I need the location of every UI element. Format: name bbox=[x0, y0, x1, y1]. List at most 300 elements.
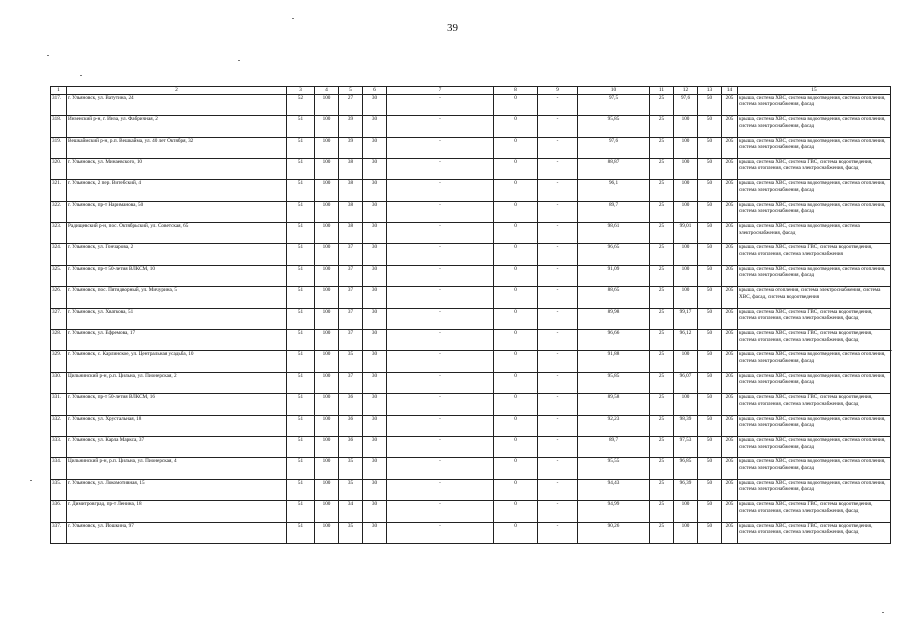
value-cell: 97,6 bbox=[578, 137, 650, 158]
value-cell: 51 bbox=[287, 265, 315, 286]
value-cell: - bbox=[387, 244, 494, 265]
value-cell: 37 bbox=[339, 244, 363, 265]
column-number: 12 bbox=[674, 87, 698, 95]
row-number: 335. bbox=[51, 479, 67, 500]
value-cell: 0 bbox=[494, 137, 538, 158]
column-number: 3 bbox=[287, 87, 315, 95]
value-cell: 100 bbox=[315, 458, 339, 479]
value-cell: 205 bbox=[722, 437, 738, 458]
address-cell: Цильнинский р-н, р.п. Цильна, ул. Пионерская, 2 bbox=[67, 372, 287, 393]
value-cell: 99,17 bbox=[674, 308, 698, 329]
row-number: 317. bbox=[51, 94, 67, 115]
table-row bbox=[51, 522, 891, 543]
scan-speck bbox=[80, 75, 82, 76]
value-cell: 0 bbox=[494, 265, 538, 286]
value-cell: 50 bbox=[698, 458, 722, 479]
row-number: 326. bbox=[51, 287, 67, 308]
value-cell: 99,01 bbox=[674, 223, 698, 244]
value-cell: 51 bbox=[287, 372, 315, 393]
value-cell: 25 bbox=[650, 522, 674, 543]
row-number: 329. bbox=[51, 351, 67, 372]
value-cell: 30 bbox=[363, 479, 387, 500]
value-cell: 96,1 bbox=[578, 180, 650, 201]
value-cell: 50 bbox=[698, 244, 722, 265]
value-cell: 25 bbox=[650, 201, 674, 222]
row-number: 327. bbox=[51, 308, 67, 329]
value-cell: 100 bbox=[674, 244, 698, 265]
value-cell: 92,23 bbox=[578, 415, 650, 436]
value-cell: 25 bbox=[650, 372, 674, 393]
value-cell: 50 bbox=[698, 351, 722, 372]
value-cell: 36 bbox=[339, 437, 363, 458]
value-cell: 205 bbox=[722, 501, 738, 522]
row-number: 321. bbox=[51, 180, 67, 201]
value-cell: 100 bbox=[315, 522, 339, 543]
value-cell: 100 bbox=[315, 330, 339, 351]
works-cell: крыша, система ХВС, система ГВС, система водоотведения, система отопления, система электроснабжения, фасад bbox=[738, 308, 891, 329]
value-cell: 50 bbox=[698, 137, 722, 158]
table-row bbox=[51, 180, 891, 201]
value-cell: 95,85 bbox=[578, 116, 650, 137]
works-cell: крыша, система ХВС, система ГВС, система водоотведения, система отопления, система электроснабжения, фасад bbox=[738, 522, 891, 543]
value-cell: 30 bbox=[363, 287, 387, 308]
value-cell: 35 bbox=[339, 479, 363, 500]
value-cell: - bbox=[387, 137, 494, 158]
value-cell: 100 bbox=[674, 265, 698, 286]
row-number: 325. bbox=[51, 265, 67, 286]
address-cell: г. Ульяновск, ул. Хваткова, 51 bbox=[67, 308, 287, 329]
table-row bbox=[51, 437, 891, 458]
value-cell: 89,98 bbox=[578, 308, 650, 329]
value-cell: 0 bbox=[494, 223, 538, 244]
value-cell: 205 bbox=[722, 244, 738, 265]
address-cell: г. Ульяновск, пос. Пятидворный, ул. Мичурина, 5 bbox=[67, 287, 287, 308]
value-cell: 100 bbox=[674, 351, 698, 372]
value-cell: - bbox=[538, 94, 578, 115]
value-cell: 30 bbox=[363, 180, 387, 201]
value-cell: 0 bbox=[494, 180, 538, 201]
value-cell: 0 bbox=[494, 244, 538, 265]
value-cell: 100 bbox=[315, 158, 339, 179]
value-cell: 205 bbox=[722, 415, 738, 436]
value-cell: 0 bbox=[494, 458, 538, 479]
value-cell: 91,09 bbox=[578, 265, 650, 286]
value-cell: 38 bbox=[339, 223, 363, 244]
table-row bbox=[51, 116, 891, 137]
value-cell: 50 bbox=[698, 94, 722, 115]
works-cell: крыша, система ХВС, система водоотведения, система отопления, система электроснабжения, фасад bbox=[738, 180, 891, 201]
table-row bbox=[51, 501, 891, 522]
value-cell: 0 bbox=[494, 351, 538, 372]
value-cell: 30 bbox=[363, 201, 387, 222]
address-cell: г. Ульяновск, ул. Ватутина, 24 bbox=[67, 94, 287, 115]
works-cell: крыша, система ХВС, система водоотведения, система электроснабжения, фасад bbox=[738, 223, 891, 244]
value-cell: 100 bbox=[674, 522, 698, 543]
value-cell: 205 bbox=[722, 158, 738, 179]
registry-table bbox=[50, 86, 891, 544]
value-cell: 100 bbox=[315, 116, 339, 137]
value-cell: 30 bbox=[363, 158, 387, 179]
value-cell: - bbox=[387, 265, 494, 286]
value-cell: 94,99 bbox=[578, 501, 650, 522]
value-cell: 30 bbox=[363, 458, 387, 479]
value-cell: 88,65 bbox=[578, 287, 650, 308]
value-cell: 97,5 bbox=[578, 94, 650, 115]
value-cell: 50 bbox=[698, 415, 722, 436]
table-row bbox=[51, 308, 891, 329]
row-number: 322. bbox=[51, 201, 67, 222]
table-row bbox=[51, 244, 891, 265]
value-cell: 51 bbox=[287, 501, 315, 522]
value-cell: 96,39 bbox=[674, 479, 698, 500]
column-number: 15 bbox=[738, 87, 891, 95]
value-cell: 39 bbox=[339, 116, 363, 137]
scan-speck bbox=[30, 480, 32, 481]
value-cell: - bbox=[538, 116, 578, 137]
value-cell: 25 bbox=[650, 308, 674, 329]
value-cell: - bbox=[538, 330, 578, 351]
value-cell: 51 bbox=[287, 116, 315, 137]
value-cell: 30 bbox=[363, 244, 387, 265]
value-cell: - bbox=[538, 437, 578, 458]
value-cell: 25 bbox=[650, 415, 674, 436]
value-cell: 25 bbox=[650, 479, 674, 500]
value-cell: 37 bbox=[339, 330, 363, 351]
address-cell: Вешкаймский р-н, р.п. Вешкайма, ул. 40 лет Октября, 32 bbox=[67, 137, 287, 158]
column-number: 8 bbox=[494, 87, 538, 95]
value-cell: 51 bbox=[287, 137, 315, 158]
table-row bbox=[51, 265, 891, 286]
value-cell: 27 bbox=[339, 94, 363, 115]
value-cell: 94,43 bbox=[578, 479, 650, 500]
value-cell: 35 bbox=[339, 351, 363, 372]
value-cell: 100 bbox=[315, 244, 339, 265]
value-cell: 30 bbox=[363, 501, 387, 522]
address-cell: г. Ульяновск, пр-т 50-летия ВЛКСМ, 10 bbox=[67, 265, 287, 286]
value-cell: - bbox=[387, 522, 494, 543]
value-cell: 91,88 bbox=[578, 351, 650, 372]
value-cell: - bbox=[538, 308, 578, 329]
scan-speck bbox=[882, 612, 884, 613]
value-cell: 100 bbox=[674, 394, 698, 415]
value-cell: 50 bbox=[698, 437, 722, 458]
value-cell: 0 bbox=[494, 394, 538, 415]
value-cell: 51 bbox=[287, 415, 315, 436]
address-cell: г. Ульяновск, ул. Хрустальная, 18 bbox=[67, 415, 287, 436]
value-cell: 0 bbox=[494, 330, 538, 351]
value-cell: 34 bbox=[339, 501, 363, 522]
value-cell: 30 bbox=[363, 372, 387, 393]
value-cell: 25 bbox=[650, 244, 674, 265]
value-cell: 51 bbox=[287, 158, 315, 179]
value-cell: - bbox=[538, 137, 578, 158]
value-cell: - bbox=[538, 351, 578, 372]
column-number: 1 bbox=[51, 87, 67, 95]
value-cell: 205 bbox=[722, 372, 738, 393]
value-cell: 100 bbox=[315, 415, 339, 436]
value-cell: 51 bbox=[287, 458, 315, 479]
works-cell: крыша, система ХВС, система водоотведения, система отопления, система электроснабжения, фасад bbox=[738, 116, 891, 137]
value-cell: 25 bbox=[650, 158, 674, 179]
column-number: 9 bbox=[538, 87, 578, 95]
value-cell: 38 bbox=[339, 201, 363, 222]
value-cell: 50 bbox=[698, 158, 722, 179]
value-cell: 205 bbox=[722, 308, 738, 329]
column-number: 2 bbox=[67, 87, 287, 95]
value-cell: 50 bbox=[698, 501, 722, 522]
value-cell: 25 bbox=[650, 180, 674, 201]
table-row bbox=[51, 479, 891, 500]
column-number: 5 bbox=[339, 87, 363, 95]
row-number: 330. bbox=[51, 372, 67, 393]
value-cell: 50 bbox=[698, 265, 722, 286]
value-cell: 30 bbox=[363, 116, 387, 137]
value-cell: 30 bbox=[363, 265, 387, 286]
works-cell: крыша, система ХВС, система водоотведения, система отопления, система электроснабжения, фасад bbox=[738, 265, 891, 286]
value-cell: - bbox=[387, 287, 494, 308]
address-cell: Радищевский р-н, пос. Октябрьский, ул. Советская, 65 bbox=[67, 223, 287, 244]
value-cell: - bbox=[387, 351, 494, 372]
value-cell: 30 bbox=[363, 394, 387, 415]
value-cell: 25 bbox=[650, 116, 674, 137]
value-cell: 51 bbox=[287, 437, 315, 458]
value-cell: 30 bbox=[363, 522, 387, 543]
value-cell: 96,65 bbox=[578, 244, 650, 265]
value-cell: 100 bbox=[674, 137, 698, 158]
table-row bbox=[51, 223, 891, 244]
value-cell: 100 bbox=[315, 308, 339, 329]
value-cell: - bbox=[538, 158, 578, 179]
value-cell: 205 bbox=[722, 94, 738, 115]
address-cell: г. Ульяновск, ул. Йошкина, 97 bbox=[67, 522, 287, 543]
value-cell: 25 bbox=[650, 501, 674, 522]
value-cell: 25 bbox=[650, 265, 674, 286]
value-cell: 51 bbox=[287, 244, 315, 265]
works-cell: крыша, система ХВС, система водоотведения, система отопления, система электроснабжения, фасад bbox=[738, 201, 891, 222]
value-cell: 100 bbox=[674, 501, 698, 522]
value-cell: 90,26 bbox=[578, 522, 650, 543]
table-row bbox=[51, 137, 891, 158]
value-cell: 50 bbox=[698, 330, 722, 351]
value-cell: 0 bbox=[494, 158, 538, 179]
value-cell: - bbox=[538, 180, 578, 201]
value-cell: - bbox=[387, 201, 494, 222]
value-cell: 50 bbox=[698, 180, 722, 201]
value-cell: 0 bbox=[494, 201, 538, 222]
value-cell: 51 bbox=[287, 479, 315, 500]
value-cell: 205 bbox=[722, 522, 738, 543]
value-cell: 0 bbox=[494, 501, 538, 522]
value-cell: 205 bbox=[722, 330, 738, 351]
value-cell: 100 bbox=[315, 372, 339, 393]
value-cell: 50 bbox=[698, 479, 722, 500]
value-cell: 37 bbox=[339, 265, 363, 286]
value-cell: 100 bbox=[315, 501, 339, 522]
value-cell: - bbox=[538, 394, 578, 415]
value-cell: 25 bbox=[650, 94, 674, 115]
row-number: 320. bbox=[51, 158, 67, 179]
value-cell: 0 bbox=[494, 116, 538, 137]
value-cell: 205 bbox=[722, 479, 738, 500]
value-cell: 100 bbox=[315, 137, 339, 158]
value-cell: - bbox=[387, 223, 494, 244]
value-cell: 205 bbox=[722, 351, 738, 372]
table-row bbox=[51, 158, 891, 179]
address-cell: Инзенский р-н, г. Инза, ул. Фабричная, 2 bbox=[67, 116, 287, 137]
scan-speck bbox=[292, 18, 294, 19]
table-row bbox=[51, 330, 891, 351]
table-row bbox=[51, 287, 891, 308]
value-cell: 25 bbox=[650, 330, 674, 351]
works-cell: крыша, система ХВС, система водоотведения, система отопления, система электроснабжения, фасад bbox=[738, 458, 891, 479]
table-row bbox=[51, 394, 891, 415]
address-cell: г. Ульяновск, ул. Ефремова, 17 bbox=[67, 330, 287, 351]
works-cell: крыша, система ХВС, система водоотведения, система отопления, система электроснабжения, фасад bbox=[738, 479, 891, 500]
value-cell: 51 bbox=[287, 201, 315, 222]
table-row bbox=[51, 351, 891, 372]
value-cell: 25 bbox=[650, 458, 674, 479]
table-row bbox=[51, 415, 891, 436]
row-number: 334. bbox=[51, 458, 67, 479]
value-cell: 100 bbox=[315, 201, 339, 222]
value-cell: 0 bbox=[494, 94, 538, 115]
column-number: 6 bbox=[363, 87, 387, 95]
value-cell: 51 bbox=[287, 330, 315, 351]
works-cell: крыша, система ХВС, система ГВС, система водоотведения, система отопления, система электроснабжения, фасад bbox=[738, 501, 891, 522]
works-cell: крыша, система ХВС, система водоотведения, система отопления, система электроснабжения, фасад bbox=[738, 437, 891, 458]
column-number: 14 bbox=[722, 87, 738, 95]
value-cell: - bbox=[387, 94, 494, 115]
works-cell: крыша, система ХВС, система водоотведения, система отопления, система электроснабжения, фасад bbox=[738, 94, 891, 115]
value-cell: 100 bbox=[674, 287, 698, 308]
value-cell: 25 bbox=[650, 394, 674, 415]
address-cell: г. Ульяновск, ул. Карла Маркса, 37 bbox=[67, 437, 287, 458]
value-cell: 39 bbox=[339, 137, 363, 158]
value-cell: 38 bbox=[339, 158, 363, 179]
works-cell: крыша, система ХВС, система водоотведения, система отопления, система электроснабжения, фасад bbox=[738, 351, 891, 372]
row-number: 336. bbox=[51, 501, 67, 522]
value-cell: 100 bbox=[315, 351, 339, 372]
value-cell: 30 bbox=[363, 415, 387, 436]
works-cell: крыша, система ХВС, система ГВС, система водоотведения, система отопления, система электроснабжения, фасад bbox=[738, 158, 891, 179]
value-cell: 36 bbox=[339, 415, 363, 436]
works-cell: крыша, система ХВС, система водоотведения, система отопления, система электроснабжения, фасад bbox=[738, 137, 891, 158]
value-cell: 0 bbox=[494, 308, 538, 329]
value-cell: 98,39 bbox=[674, 415, 698, 436]
value-cell: 0 bbox=[494, 372, 538, 393]
works-cell: крыша, система ХВС, система ГВС, система водоотведения, система отопления, система электроснабжения, фасад bbox=[738, 394, 891, 415]
works-cell: крыша, система ХВС, система ГВС, система водоотведения, система отопления, система электроснабжения, фасад bbox=[738, 330, 891, 351]
value-cell: - bbox=[538, 415, 578, 436]
scan-speck bbox=[47, 55, 49, 56]
column-number: 10 bbox=[578, 87, 650, 95]
value-cell: 37 bbox=[339, 372, 363, 393]
value-cell: - bbox=[387, 458, 494, 479]
value-cell: 51 bbox=[287, 308, 315, 329]
row-number: 333. bbox=[51, 437, 67, 458]
value-cell: - bbox=[387, 180, 494, 201]
value-cell: 95,85 bbox=[578, 372, 650, 393]
value-cell: 50 bbox=[698, 116, 722, 137]
value-cell: 96,12 bbox=[674, 330, 698, 351]
value-cell: 25 bbox=[650, 223, 674, 244]
row-number: 328. bbox=[51, 330, 67, 351]
value-cell: 96,07 bbox=[674, 372, 698, 393]
address-cell: г. Димитровград, пр-т Ленина, 18 bbox=[67, 501, 287, 522]
value-cell: 36 bbox=[339, 394, 363, 415]
value-cell: 30 bbox=[363, 330, 387, 351]
value-cell: - bbox=[538, 287, 578, 308]
value-cell: 96,66 bbox=[578, 330, 650, 351]
address-cell: г. Ульяновск, ул. Минаевского, 10 bbox=[67, 158, 287, 179]
value-cell: 98,61 bbox=[578, 223, 650, 244]
works-cell: крыша, система отопления, система электроснабжения, система ХВС, фасад, система водоотведения bbox=[738, 287, 891, 308]
value-cell: 205 bbox=[722, 137, 738, 158]
address-cell: г. Ульяновск, пр-т Нариманова, 50 bbox=[67, 201, 287, 222]
value-cell: - bbox=[387, 330, 494, 351]
value-cell: 100 bbox=[674, 201, 698, 222]
value-cell: - bbox=[387, 437, 494, 458]
value-cell: 25 bbox=[650, 437, 674, 458]
column-number: 13 bbox=[698, 87, 722, 95]
value-cell: - bbox=[538, 244, 578, 265]
value-cell: 100 bbox=[315, 437, 339, 458]
value-cell: 205 bbox=[722, 223, 738, 244]
value-cell: 38 bbox=[339, 180, 363, 201]
value-cell: 50 bbox=[698, 287, 722, 308]
value-cell: 89,7 bbox=[578, 437, 650, 458]
row-number: 337. bbox=[51, 522, 67, 543]
value-cell: 30 bbox=[363, 223, 387, 244]
column-number: 7 bbox=[387, 87, 494, 95]
table-row bbox=[51, 372, 891, 393]
value-cell: - bbox=[538, 223, 578, 244]
address-cell: Цильнинский р-н, р.п. Цильна, ул. Пионерская, 4 bbox=[67, 458, 287, 479]
value-cell: - bbox=[387, 116, 494, 137]
value-cell: - bbox=[538, 501, 578, 522]
scan-speck bbox=[238, 60, 240, 61]
row-number: 318. bbox=[51, 116, 67, 137]
value-cell: 25 bbox=[650, 137, 674, 158]
value-cell: 100 bbox=[674, 158, 698, 179]
value-cell: - bbox=[387, 415, 494, 436]
works-cell: крыша, система ХВС, система водоотведения, система отопления, система электроснабжения, фасад bbox=[738, 415, 891, 436]
value-cell: - bbox=[387, 479, 494, 500]
address-cell: г. Ульяновск, ул. Локомотивная, 15 bbox=[67, 479, 287, 500]
value-cell: 100 bbox=[315, 94, 339, 115]
page-number: 39 bbox=[447, 22, 458, 34]
value-cell: 97,6 bbox=[674, 94, 698, 115]
value-cell: - bbox=[538, 201, 578, 222]
value-cell: 30 bbox=[363, 437, 387, 458]
value-cell: 205 bbox=[722, 201, 738, 222]
value-cell: - bbox=[387, 308, 494, 329]
column-number-row bbox=[51, 87, 891, 95]
table-body bbox=[51, 87, 891, 544]
value-cell: 100 bbox=[315, 180, 339, 201]
value-cell: 100 bbox=[674, 180, 698, 201]
value-cell: 50 bbox=[698, 308, 722, 329]
value-cell: 25 bbox=[650, 351, 674, 372]
row-number: 319. bbox=[51, 137, 67, 158]
value-cell: 51 bbox=[287, 287, 315, 308]
value-cell: - bbox=[538, 372, 578, 393]
value-cell: 205 bbox=[722, 394, 738, 415]
table-row bbox=[51, 201, 891, 222]
works-cell: крыша, система ХВС, система ГВС, система водоотведения, система отопления, система электроснабжения bbox=[738, 244, 891, 265]
value-cell: 50 bbox=[698, 223, 722, 244]
row-number: 331. bbox=[51, 394, 67, 415]
